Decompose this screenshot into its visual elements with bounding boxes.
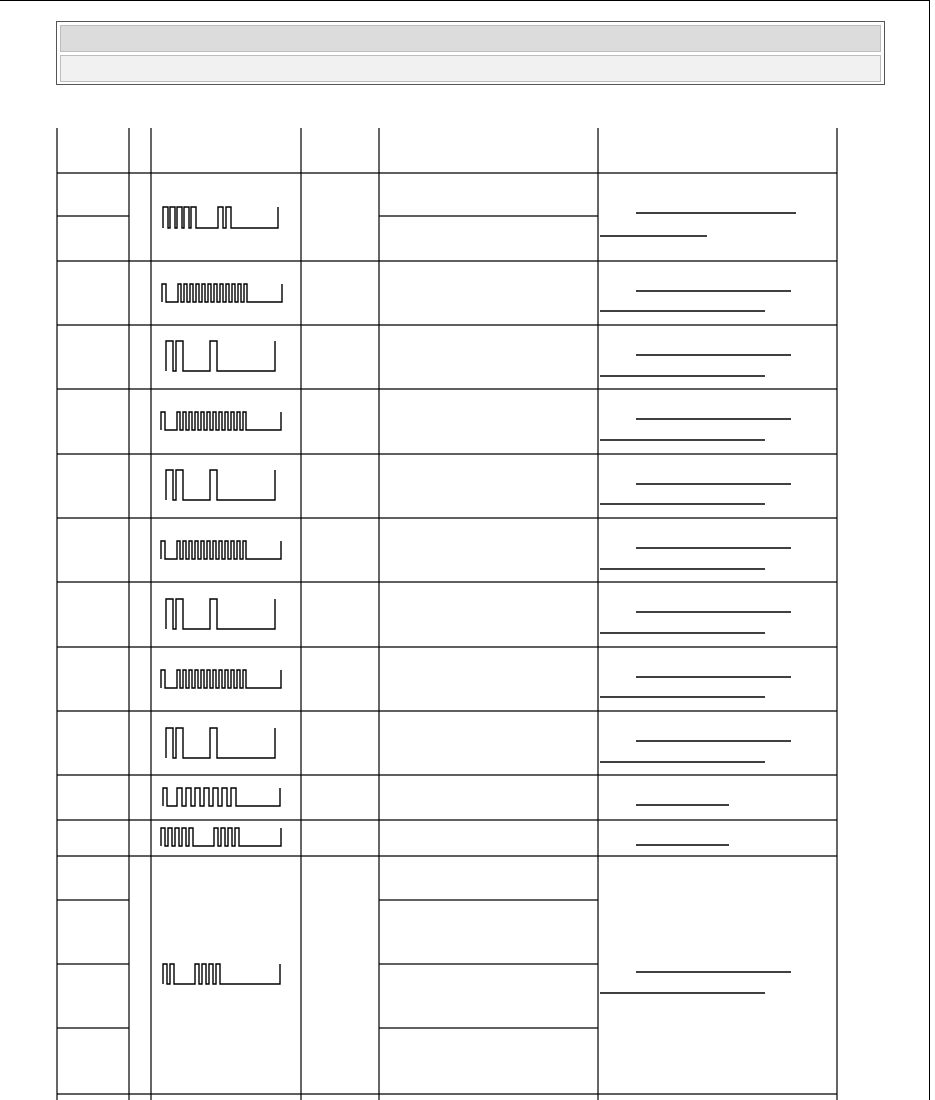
waveform-icon: [163, 964, 280, 984]
waveform-icon: [163, 788, 280, 806]
link-underlines: [600, 213, 796, 993]
waveform-icon: [162, 284, 282, 302]
waveform-icon: [163, 207, 278, 228]
waveform-icon: [161, 670, 281, 688]
waveform-icon: [161, 541, 281, 559]
waveform-icon: [161, 828, 281, 846]
waveform-icon: [166, 470, 275, 500]
waveform-icon: [166, 728, 275, 758]
waveform-icon: [166, 599, 275, 629]
split-cell-rules: [57, 216, 598, 1028]
waveform-icon: [166, 341, 275, 371]
waveform-icon: [161, 412, 281, 430]
